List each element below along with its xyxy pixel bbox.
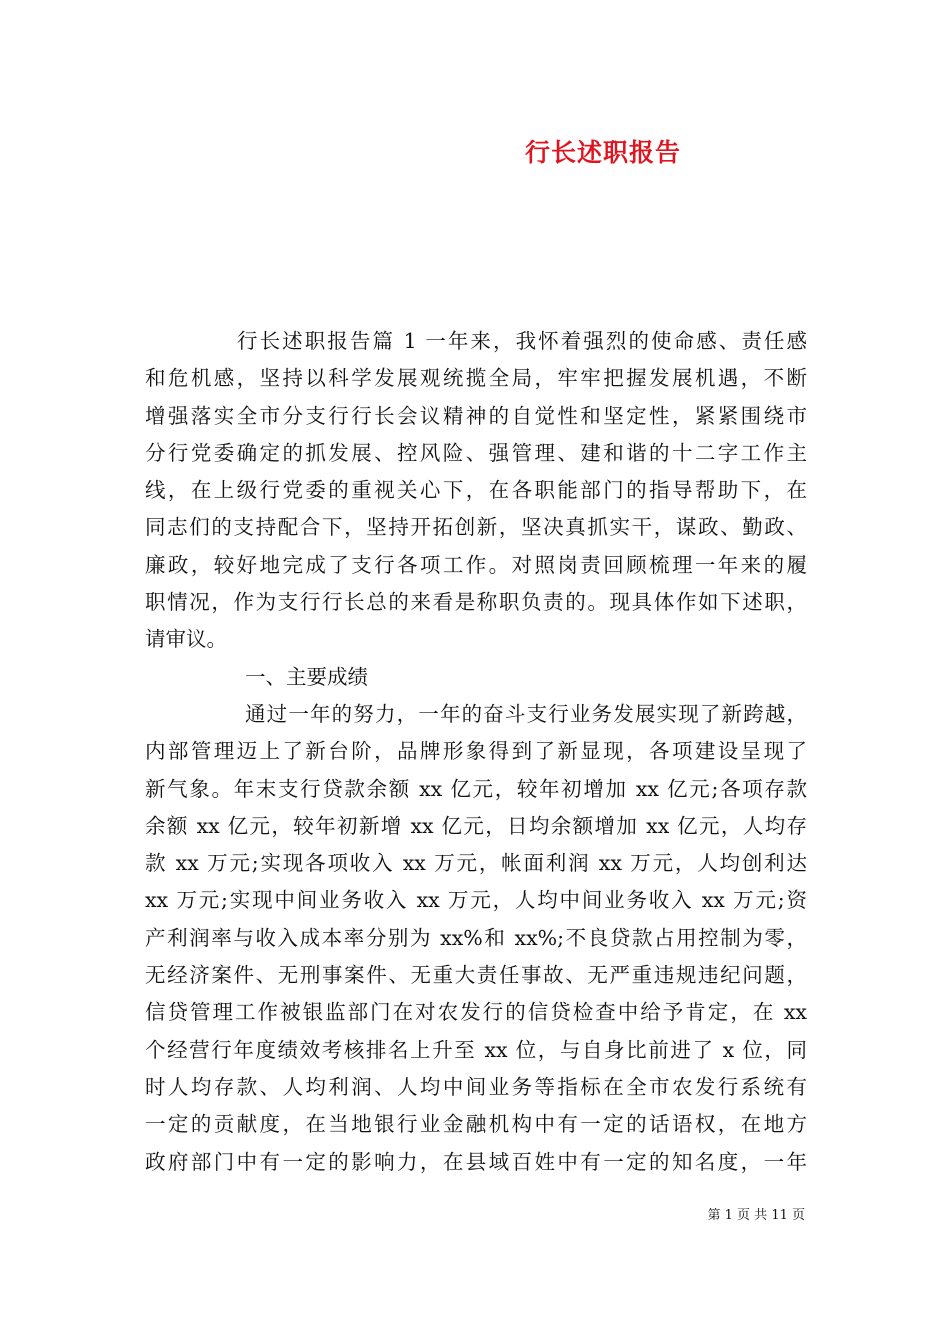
text-line: 通过一年的努力，一年的奋斗支行业务发展实现了新跨越， <box>245 701 807 726</box>
text-line: 行长述职报告篇 1 一年来，我怀着强烈的使命感、责任感 <box>237 329 807 353</box>
text-line: 同志们的支持配合下，坚持开拓创新，坚决真抓实干，谋政、勤政、 <box>145 515 807 540</box>
document-title: 行长述职报告 <box>524 138 681 167</box>
text-line: 政府部门中有一定的影响力，在县域百姓中有一定的知名度，一年 <box>145 1149 807 1174</box>
section-heading: 一、主要成绩 <box>245 664 368 689</box>
text-line: 产利润率与收入成本率分别为 xx%和 xx%;不良贷款占用控制为零， <box>145 925 807 950</box>
text-line: 一定的贡献度，在当地银行业金融机构中有一定的话语权，在地方 <box>145 1112 807 1137</box>
page-number: 第 1 页 共 11 页 <box>707 1208 805 1223</box>
text-line: 廉政，较好地完成了支行各项工作。对照岗责回顾梳理一年来的履 <box>145 552 807 577</box>
text-line: 职情况，作为支行行长总的来看是称职负责的。现具体作如下述职， <box>145 590 807 615</box>
text-line: 信贷管理工作被银监部门在对农发行的信贷检查中给予肯定，在 xx <box>145 1000 807 1025</box>
text-line: 分行党委确定的抓发展、控风险、强管理、建和谐的十二字工作主 <box>145 440 807 465</box>
text-line: 请审议。 <box>145 627 227 652</box>
document-body <box>145 323 807 1181</box>
text-line: xx 万元;实现中间业务收入 xx 万元，人均中间业务收入 xx 万元;资 <box>145 888 807 913</box>
text-line: 新气象。年末支行贷款余额 xx 亿元，较年初增加 xx 亿元;各项存款 <box>145 776 807 801</box>
text-line: 无经济案件、无刑事案件、无重大责任事故、无严重违规违纪问题， <box>145 963 807 988</box>
text-line: 内部管理迈上了新台阶，品牌形象得到了新显现，各项建设呈现了 <box>145 739 807 764</box>
text-line: 时人均存款、人均利润、人均中间业务等指标在全市农发行系统有 <box>145 1074 807 1099</box>
text-line: 和危机感，坚持以科学发展观统揽全局，牢牢把握发展机遇，不断 <box>145 366 807 391</box>
text-line: 个经营行年度绩效考核排名上升至 xx 位，与自身比前进了 x 位，同 <box>145 1037 807 1062</box>
text-line: 余额 xx 亿元，较年初新增 xx 亿元，日均余额增加 xx 亿元，人均存 <box>145 813 807 838</box>
text-line: 线，在上级行党委的重视关心下，在各职能部门的指导帮助下，在 <box>145 478 807 503</box>
text-line: 款 xx 万元;实现各项收入 xx 万元，帐面利润 xx 万元，人均创利达 <box>145 851 807 876</box>
text-line: 增强落实全市分支行行长会议精神的自觉性和坚定性，紧紧围绕市 <box>145 403 807 428</box>
